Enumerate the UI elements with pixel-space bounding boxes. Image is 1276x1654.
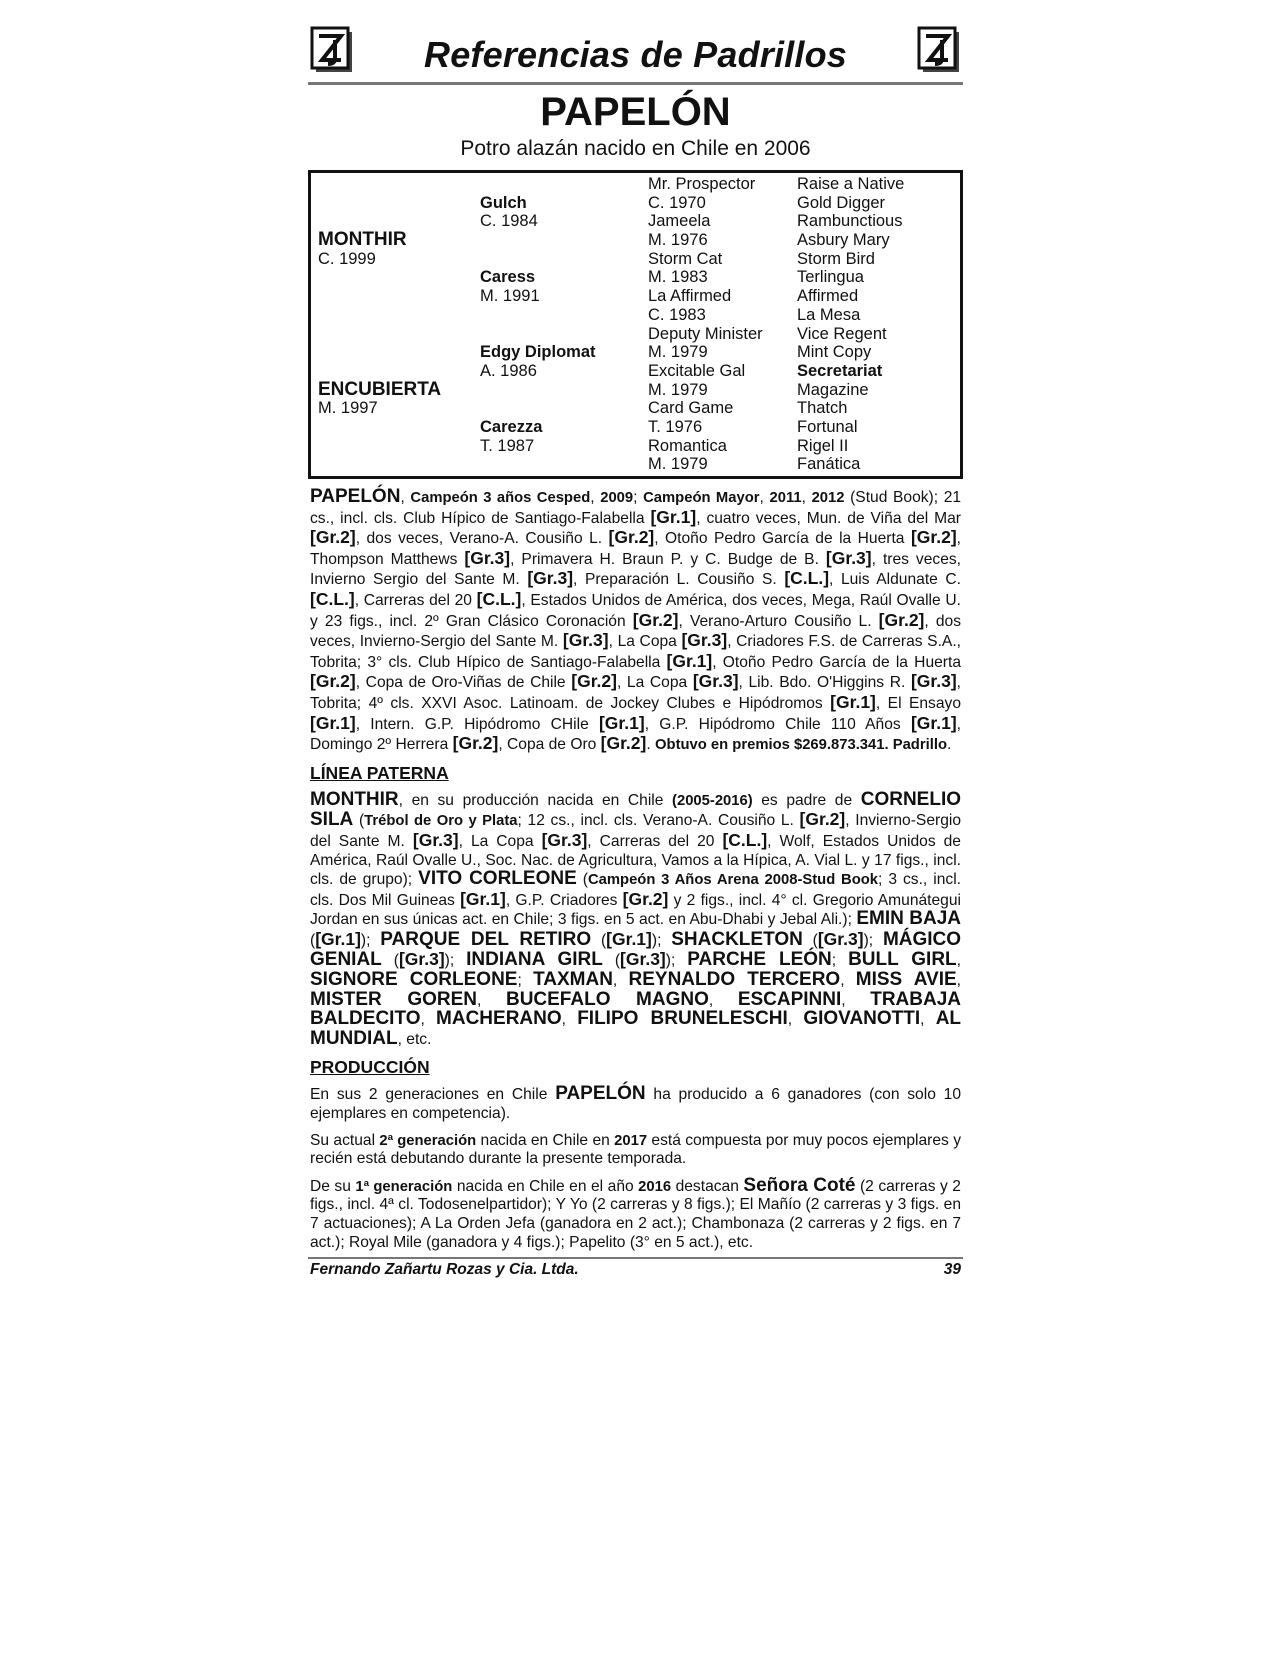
pedigree-cell: A. 1986 <box>480 361 537 380</box>
pedigree-cell: Thatch <box>797 399 848 418</box>
pedigree-row <box>311 325 960 344</box>
pedigree-row <box>311 418 960 437</box>
produccion-heading: PRODUCCIÓN <box>310 1057 430 1078</box>
page-header-title: Referencias de Padrillos <box>424 34 847 75</box>
pedigree-row <box>311 268 960 287</box>
pedigree-cell: Excitable Gal <box>648 361 746 380</box>
produccion-paragraph-3: De su 1ª generación nacida en Chile en el año 2016 destacan Señora Coté (2 carreras y 2 figs., incl. 4ª cl. Todosenelpartidor); Y Yo (2 carreras y 8 figs.); El Mañío (2 carreras y 3 figs. en 7 actuaciones); A La Orden Jefa (ganadora en 2 act.); Chambonaza (2 carreras y 2 figs. en 7 act.); Royal Mile (ganadora y 4 figs.); Papelito (3° en 5 act.), etc. <box>310 1174 961 1251</box>
horse-subtitle: Potro alazán nacido en Chile en 2006 <box>460 137 811 160</box>
pedigree-cell: Mr. Prospector <box>648 175 756 193</box>
pedigree-cell: Mint Copy <box>797 343 872 362</box>
pedigree-cell: M. 1979 <box>648 455 708 474</box>
footer-company: Fernando Zañartu Rozas y Cia. Ltda. <box>310 1261 579 1279</box>
pedigree-row <box>311 194 960 213</box>
page-footer <box>308 1257 963 1279</box>
pedigree-row <box>311 250 960 269</box>
fz-logo-icon <box>917 26 961 74</box>
pedigree-cell: La Affirmed <box>648 287 732 306</box>
pedigree-cell: Terlingua <box>797 268 864 287</box>
pedigree-cell: C. 1970 <box>648 193 706 212</box>
pedigree-cell: M. 1979 <box>648 380 708 399</box>
catalog-page <box>308 20 963 1279</box>
linea-paterna-text: MONTHIR, en su producción nacida en Chile (2005-2016) es padre de CORNELIO SILA (Trébol de Oro y Plata; 12 cs., incl. cls. Verano-A. Cousiño L. [Gr.2], Invierno-Sergio del Sante M. [Gr.3], La Copa [Gr.3], Carreras del 20 [C.L.], Wolf, Estados Unidos de América, Raúl Ovalle U., Soc. Nac. de Agricultura, Vamos a la Hípica, A. Vial L. y 17 figs., incl. cls. de grupo); VITO CORLEONE (Campeón 3 Años Arena 2008-Stud Book; 3 cs., incl. cls. Dos Mil Guineas [Gr.1], G.P. Criadores [Gr.2] y 2 figs., incl. 4° cl. Gregorio Amunátegui Jordan en sus únicas act. en Chile; 3 figs. en 5 act. en Abu-Dhabi y Jebal Ali.); EMIN BAJA ([Gr.1]); PARQUE DEL RETIRO ([Gr.1]); SHACKLETON ([Gr.3]); MÁGICO GENIAL ([Gr.3]); INDIANA GIRL ([Gr.3]); PARCHE LEÓN; BULL GIRL, SIGNORE CORLEONE; TAXMAN, REYNALDO TERCERO, MISS AVIE, MISTER GOREN, BUCEFALO MAGNO, ESCAPINNI, TRABAJA BALDECITO, MACHERANO, FILIPO BRUNELESCHI, GIOVANOTTI, AL MUNDIAL, etc. <box>310 788 962 1049</box>
pedigree-cell <box>311 362 480 381</box>
pedigree-cell <box>311 194 480 213</box>
pedigree-cell: M. 1979 <box>648 343 708 362</box>
pedigree-cell: MONTHIR <box>318 229 407 251</box>
produccion-paragraph-2: Su actual 2ª generación nacida en Chile en 2017 está compuesta por muy pocos ejemplares y recién está debutando durante la presente temporada. <box>310 1131 961 1168</box>
pedigree-cell: Carezza <box>480 417 543 436</box>
pedigree-table <box>308 170 963 479</box>
pedigree-cell <box>480 231 648 250</box>
pedigree-row <box>311 378 960 400</box>
pedigree-cell <box>311 268 480 287</box>
pedigree-cell <box>311 343 480 362</box>
race-record: PAPELÓN, Campeón 3 años Cesped, 2009; Campeón Mayor, 2011, 2012 (Stud Book); 21 cs., incl. cls. Club Hípico de Santiago-Falabella [Gr.1], cuatro veces, Mun. de Viña del Mar [Gr.2], dos veces, Verano-A. Cousiño L. [Gr.2], Otoño Pedro García de la Huerta [Gr.2], Thompson Matthews [Gr.3], Primavera H. Braun P. y C. Budge de B. [Gr.3], tres veces, Invierno Sergio del Sante M. [Gr.3], Preparación L. Cousiño S. [C.L.], Luis Aldunate C. [C.L.], Carreras del 20 [C.L.], Estados Unidos de América, dos veces, Mega, Raúl Ovalle U. y 23 figs., incl. 2º Gran Clásico Coronación [Gr.2], Verano-Arturo Cousiño L. [Gr.2], dos veces, Invierno-Sergio del Sante M. [Gr.3], La Copa [Gr.3], Criadores F.S. de Carreras S.A., Tobrita; 3° cls. Club Hípico de Santiago-Falabella [Gr.1], Otoño Pedro García de la Huerta [Gr.2], Copa de Oro-Viñas de Chile [Gr.2], La Copa [Gr.3], Lib. Bdo. O'Higgins R. [Gr.3], Tobrita; 4º cls. XXVI Asoc. Latinoam. de Jockey Clubes e Hipódromos [Gr.1], El Ensayo [Gr.1], Intern. G.P. Hipódromo CHile [Gr.1], G.P. Hipódromo Chile 110 Años [Gr.1], Domingo 2º Herrera [Gr.2], Copa de Oro [Gr.2]. Obtuvo en premios $269.873.341. Padrillo. <box>310 486 962 754</box>
pedigree-row <box>311 362 960 381</box>
pedigree-row <box>311 231 960 250</box>
pedigree-cell: C. 1999 <box>318 249 376 268</box>
pedigree-cell <box>480 455 648 474</box>
pedigree-cell: Gulch <box>480 193 527 212</box>
pedigree-cell <box>311 287 480 306</box>
pedigree-cell: Fanática <box>797 455 861 474</box>
page-number: 39 <box>943 1261 961 1279</box>
pedigree-cell: M. 1976 <box>648 231 708 250</box>
pedigree-cell: C. 1984 <box>480 212 538 231</box>
pedigree-cell: Asbury Mary <box>797 231 890 250</box>
pedigree-row <box>311 306 960 325</box>
pedigree-cell <box>480 381 648 400</box>
pedigree-cell: ENCUBIERTA <box>318 378 442 400</box>
pedigree-cell: Raise a Native <box>797 175 905 193</box>
pedigree-row <box>311 175 960 194</box>
pedigree-cell: Gold Digger <box>797 193 886 212</box>
pedigree-cell <box>311 325 480 344</box>
pedigree-cell: Jameela <box>648 212 711 231</box>
pedigree-cell: Magazine <box>797 380 869 399</box>
horse-name: PAPELÓN <box>540 90 731 134</box>
pedigree-cell: Romantica <box>648 436 727 455</box>
pedigree-cell <box>311 175 480 194</box>
pedigree-cell: M. 1983 <box>648 268 708 287</box>
pedigree-cell <box>480 250 648 269</box>
pedigree-cell: T. 1976 <box>648 417 703 436</box>
pedigree-row <box>311 455 960 474</box>
pedigree-cell: Rambunctious <box>797 212 903 231</box>
linea-paterna-heading: LÍNEA PATERNA <box>310 762 449 783</box>
pedigree-cell: La Mesa <box>797 305 861 324</box>
pedigree-cell <box>480 306 648 325</box>
pedigree-row <box>311 399 960 418</box>
pedigree-cell: Card Game <box>648 399 734 418</box>
pedigree-cell: Deputy Minister <box>648 324 763 343</box>
pedigree-cell: Fortunal <box>797 417 858 436</box>
page-header <box>308 20 963 82</box>
pedigree-cell: Rigel II <box>797 436 849 455</box>
pedigree-row <box>311 437 960 456</box>
pedigree-cell <box>311 418 480 437</box>
pedigree-cell: M. 1997 <box>318 399 378 418</box>
pedigree-cell: M. 1991 <box>480 287 540 306</box>
pedigree-row <box>311 343 960 362</box>
pedigree-cell <box>311 455 480 474</box>
pedigree-cell: Storm Bird <box>797 249 875 268</box>
pedigree-row <box>311 212 960 231</box>
pedigree-cell: Caress <box>480 268 536 287</box>
pedigree-row <box>311 287 960 306</box>
pedigree-cell <box>480 399 648 418</box>
produccion-paragraph-1: En sus 2 generaciones en Chile PAPELÓN ha producido a 6 ganadores (con solo 10 ejemplares en competencia). <box>310 1083 961 1123</box>
pedigree-cell: Storm Cat <box>648 249 723 268</box>
pedigree-cell: Affirmed <box>797 287 859 306</box>
header-rule <box>308 82 963 85</box>
pedigree-cell <box>480 325 648 344</box>
pedigree-cell <box>480 175 648 194</box>
pedigree-cell: C. 1983 <box>648 305 706 324</box>
pedigree-cell: Edgy Diplomat <box>480 343 596 362</box>
pedigree-cell: Secretariat <box>797 361 883 380</box>
pedigree-cell <box>311 306 480 325</box>
pedigree-cell: T. 1987 <box>480 436 535 455</box>
pedigree-cell: Vice Regent <box>797 324 887 343</box>
pedigree-cell <box>311 437 480 456</box>
